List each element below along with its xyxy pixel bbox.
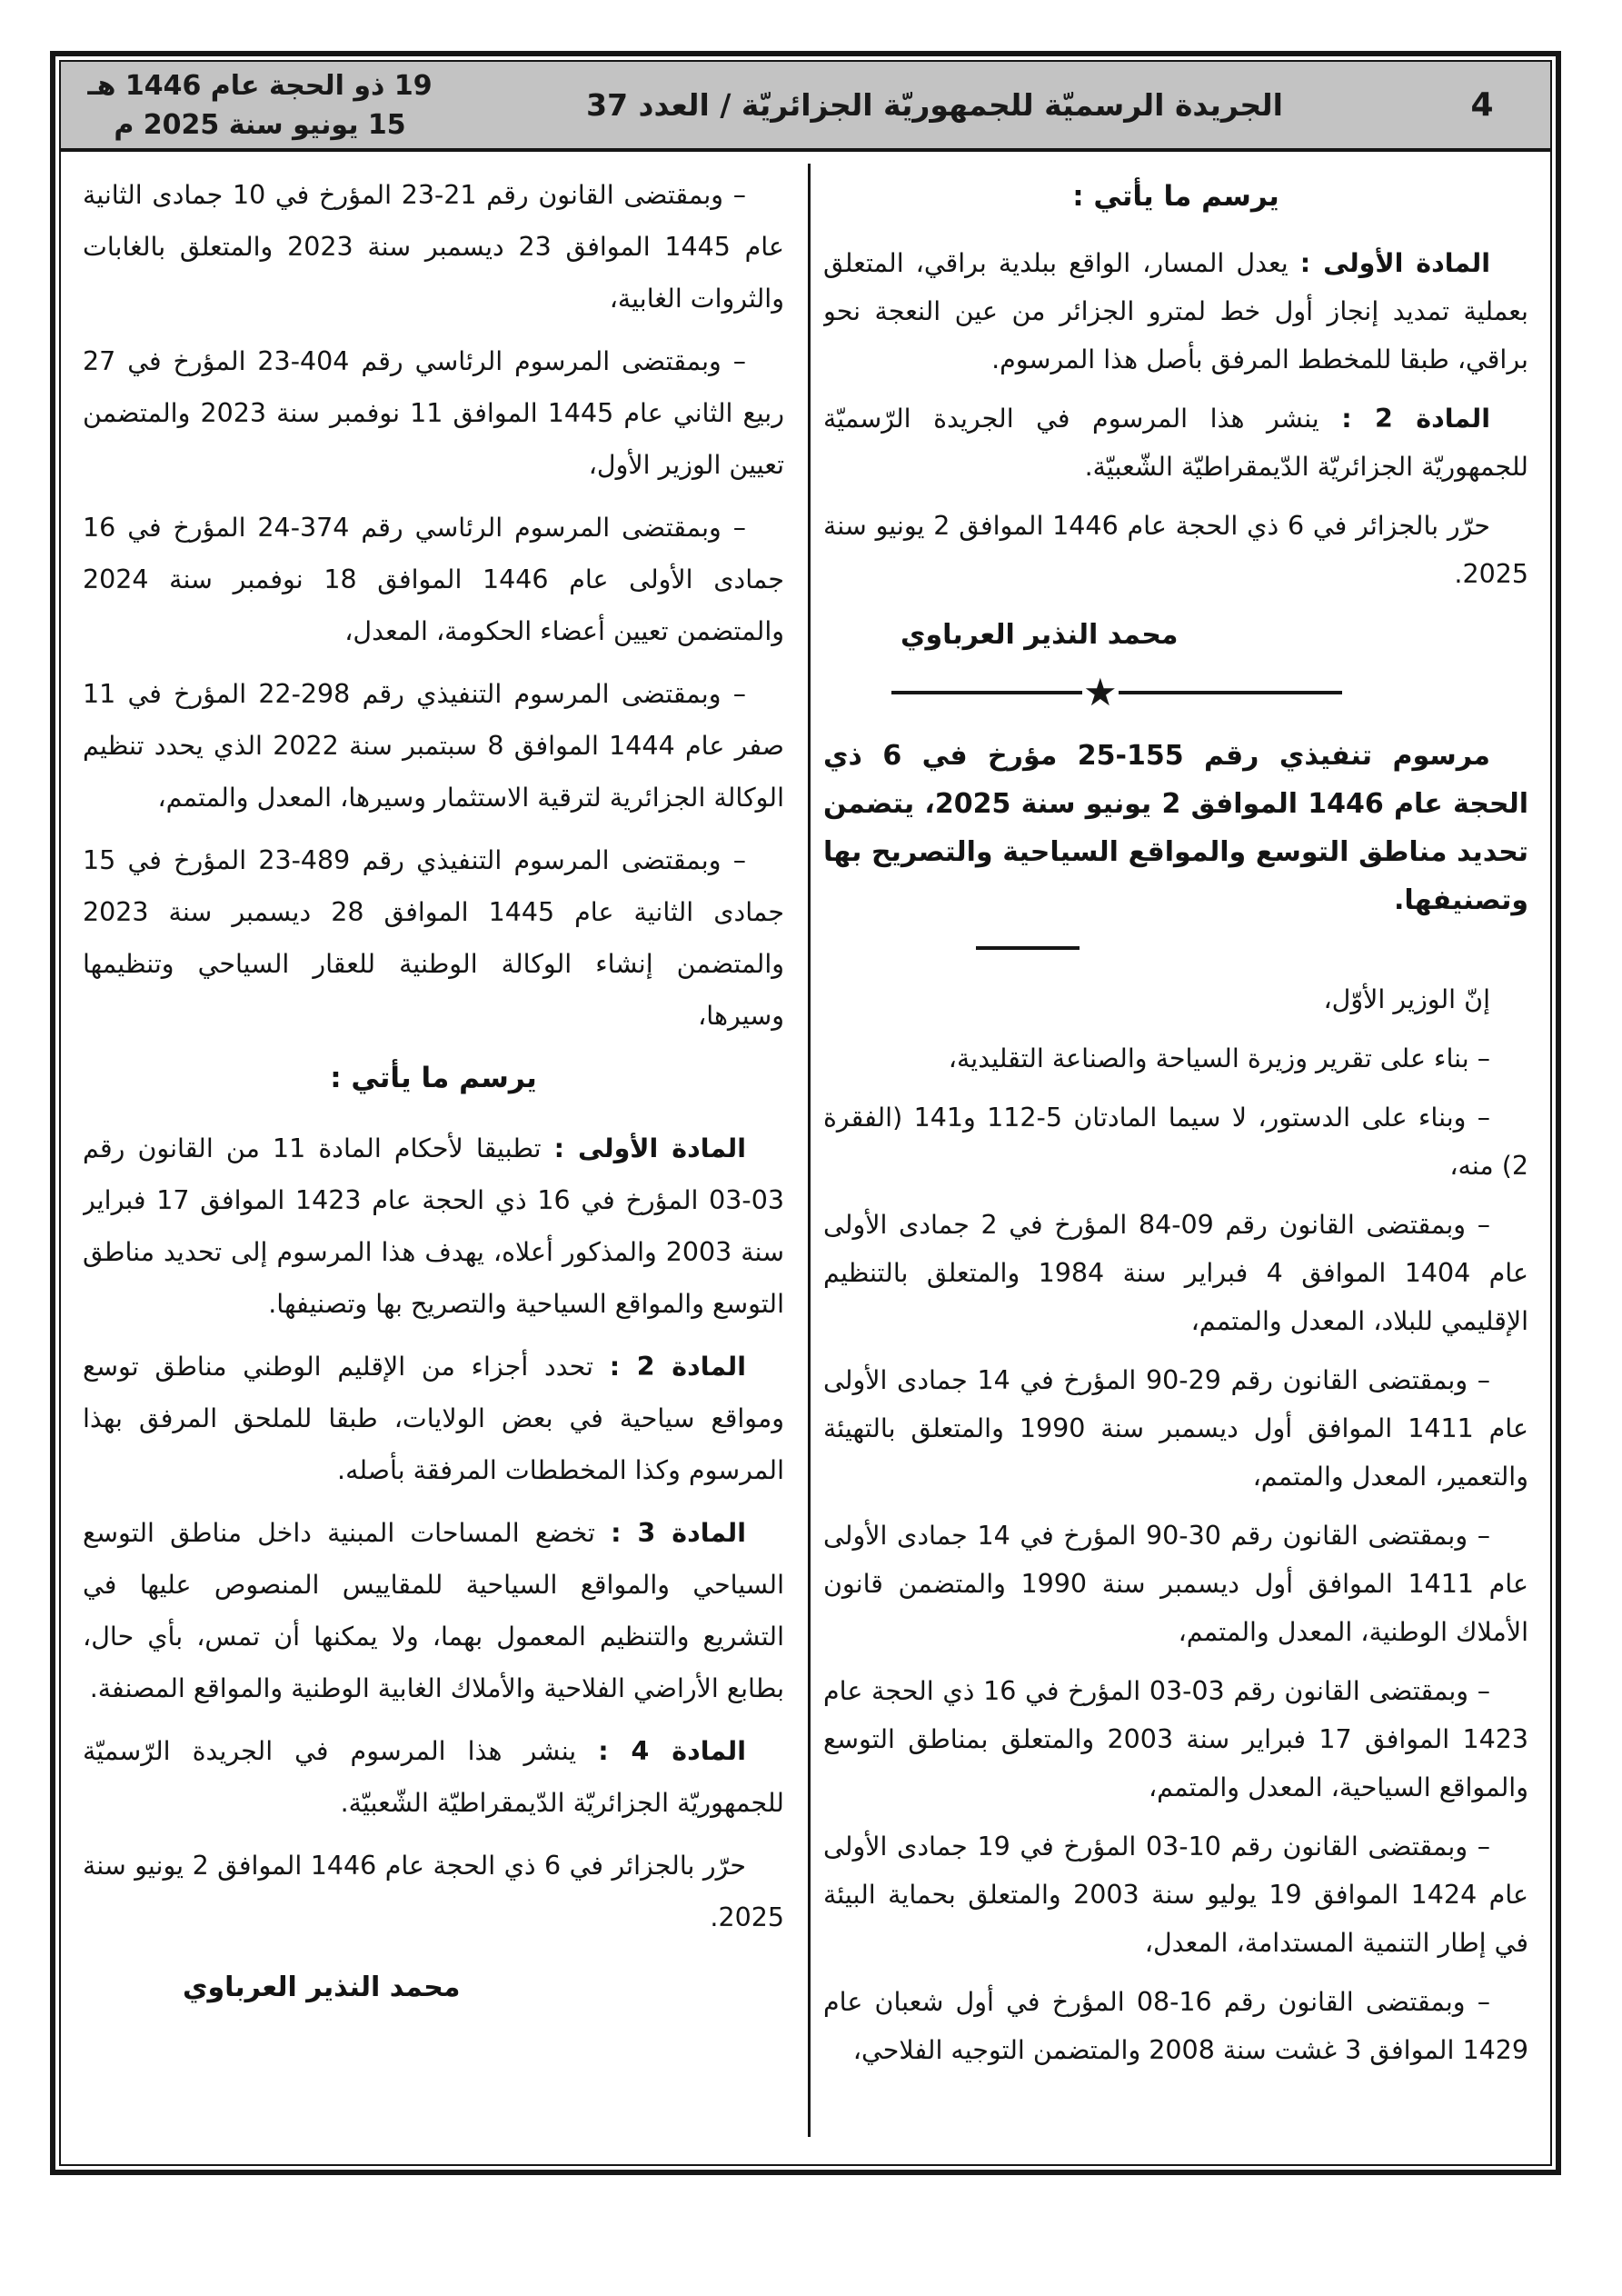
- article-label: المادة 3 :: [611, 1518, 747, 1548]
- article-paragraph: [83, 1507, 784, 1714]
- visa-item: – وبمقتضى المرسوم الرئاسي رقم 374-24 المؤرخ في 16 جمادى الأولى عام 1446 الموافق 18 نوفمبر سنة 2024 والمتضمن تعيين أعضاء الحكومة، المعدل،: [83, 513, 784, 646]
- visa-item: – وبمقتضى القانون رقم 29-90 المؤرخ في 14 جمادى الأولى عام 1411 الموافق أول ديسمبر سنة 1990 والمتعلق بالتهيئة والتعمير، المعدل والمتمم،: [823, 1365, 1528, 1492]
- star-icon: ★: [1083, 670, 1118, 714]
- visa-item: – وبمقتضى المرسوم الرئاسي رقم 404-23 المؤرخ في 27 ربيع الثاني عام 1445 الموافق 11 نوفمبر سنة 2023 والمتضمن تعيين الوزير الأول،: [83, 346, 784, 480]
- star-separator: [891, 670, 1346, 714]
- article-text: ينشر هذا المرسوم في الجريدة الرّسميّة للجمهوريّة الجزائريّة الدّيمقراطيّة الشّعبيّة.: [823, 404, 1528, 482]
- article-text: تخضع المساحات المبنية داخل مناطق التوسع السياحي والمواقع السياحية للمقاييس المنصوص عليها في التشريع والتنظيم المعمول بهما، ولا يمكنها أن تمس، بأي حال، بطابع الأراضي الفلاحية والأملاك الغابية الوطنية والمواقع المصنفة.: [83, 1518, 784, 1703]
- enactment-heading: يرسم ما يأتي :: [1072, 180, 1279, 213]
- done-at-line: حرّر بالجزائر في 6 ذي الحجة عام 1446 الموافق 2 يونيو سنة 2025.: [83, 1851, 784, 1932]
- inner-frame: [59, 60, 1552, 2166]
- visa-item: – وبمقتضى المرسوم التنفيذي رقم 489-23 المؤرخ في 15 جمادى الثانية عام 1445 الموافق 28 ديسمبر سنة 2023 والمتضمن إنشاء الوكالة الوطنية للعقار السياحي وتنظيمها وسيرها،: [83, 845, 784, 1031]
- signature-name: محمد النذير العرباوي: [183, 1972, 461, 2003]
- section-separator: [976, 946, 1080, 950]
- article-label: المادة 2 :: [609, 1352, 746, 1382]
- visa-item: – وبمقتضى القانون رقم 16-08 المؤرخ في أول شعبان عام 1429 الموافق 3 غشت سنة 2008 والمتضمن التوجيه الفلاحي،: [823, 1987, 1528, 2065]
- visa-item: – وبمقتضى القانون رقم 21-23 المؤرخ في 10 جمادى الثانية عام 1445 الموافق 23 ديسمبر سنة 2023 والمتعلق بالغابات والثروات الغابية،: [83, 180, 784, 314]
- right-column: [823, 169, 1528, 2160]
- visa-item: – وبمقتضى القانون رقم 09-84 المؤرخ في 2 جمادى الأولى عام 1404 الموافق 4 فبراير سنة 1984 والمتعلق بالتنظيم الإقليمي للبلاد، المعدل والمتمم،: [823, 1210, 1528, 1336]
- article-paragraph: [823, 394, 1528, 491]
- page-number: 4: [1470, 86, 1494, 124]
- article-label: المادة الأولى :: [1299, 248, 1490, 278]
- decree-title: مرسوم تنفيذي رقم 155-25 مؤرخ في 6 ذي الحجة عام 1446 الموافق 2 يونيو سنة 2025، يتضمن تحديد مناطق التوسع والمواقع السياحية والتصريح بها وتصنيفها.: [823, 740, 1528, 916]
- visa-item: – وبمقتضى القانون رقم 03-03 المؤرخ في 16 ذي الحجة عام 1423 الموافق 17 فبراير سنة 2003 والمتعلق بمناطق التوسع والمواقع السياحية، المعدل والمتمم،: [823, 1676, 1528, 1802]
- column-divider: [808, 164, 811, 2137]
- journal-title: الجريدة الرسميّة للجمهوريّة الجزائريّة / العدد 37: [586, 87, 1283, 123]
- article-paragraph: [823, 239, 1528, 384]
- signature-name: محمد النذير العرباوي: [901, 619, 1179, 651]
- header-band: [61, 62, 1550, 152]
- header-dates: [61, 66, 455, 145]
- separator-line: [1119, 691, 1342, 694]
- visa-item: – وبمقتضى المرسوم التنفيذي رقم 298-22 المؤرخ في 11 صفر عام 1444 الموافق 8 سبتمبر سنة 2022 الذي يحدد تنظيم الوكالة الجزائرية لترقية الاستثمار وسيرها، المعدل والمتمم،: [83, 679, 784, 813]
- done-at-line: حرّر بالجزائر في 6 ذي الحجة عام 1446 الموافق 2 يونيو سنة 2025.: [823, 511, 1528, 589]
- page-frame: [50, 51, 1561, 2175]
- article-label: المادة 4 :: [598, 1736, 747, 1766]
- article-text: يعدل المسار، الواقع ببلدية براقي، المتعلق بعملية تمديد إنجاز أول خط لمترو الجزائر من عين النعجة نحو براقي، طبقا للمخطط المرفق بأصل هذا المرسوم.: [823, 248, 1528, 374]
- article-label: المادة الأولى :: [553, 1133, 747, 1163]
- separator-line: [891, 691, 1082, 694]
- article-paragraph: [83, 1341, 784, 1496]
- article-label: المادة 2 :: [1341, 404, 1491, 434]
- enactment-heading: يرسم ما يأتي :: [330, 1062, 537, 1094]
- article-text: تحدد أجزاء من الإقليم الوطني مناطق توسع ومواقع سياحية في بعض الولايات، طبقا للملحق المرفق بهذا المرسوم وكذا المخططات المرفقة بأصله.: [83, 1352, 784, 1485]
- visa-item: – وبمقتضى القانون رقم 30-90 المؤرخ في 14 جمادى الأولى عام 1411 الموافق أول ديسمبر سنة 1990 والمتضمن قانون الأملاك الوطنية، المعدل والمتمم،: [823, 1521, 1528, 1647]
- article-text: تطبيقا لأحكام المادة 11 من القانون رقم 03-03 المؤرخ في 16 ذي الحجة عام 1423 الموافق 17 فبراير سنة 2003 والمذكور أعلاه، يهدف هذا المرسوم إلى تحديد مناطق التوسع والمواقع السياحية والتصريح بها وتصنيفها.: [83, 1133, 784, 1319]
- minister-line: إنّ الوزير الأوّل،: [1323, 984, 1490, 1014]
- article-paragraph: [83, 1123, 784, 1330]
- visa-item: – وبمقتضى القانون رقم 10-03 المؤرخ في 19 جمادى الأولى عام 1424 الموافق 19 يوليو سنة 2003 والمتعلق بحماية البيئة في إطار التنمية المستدامة، المعدل،: [823, 1832, 1528, 1958]
- left-column: [83, 169, 784, 2160]
- visa-item: – بناء على تقرير وزيرة السياحة والصناعة التقليدية،: [948, 1043, 1490, 1073]
- article-paragraph: [83, 1725, 784, 1829]
- visa-item: – وبناء على الدستور، لا سيما المادتان 5-112 و141 (الفقرة 2) منه،: [823, 1103, 1528, 1181]
- gregorian-date: 15 يونيو سنة 2025 م: [114, 108, 406, 141]
- hijri-date: 19 ذو الحجة عام 1446 هـ: [87, 69, 433, 102]
- article-text: ينشر هذا المرسوم في الجريدة الرّسميّة للجمهوريّة الجزائريّة الدّيمقراطيّة الشّعبيّة.: [83, 1736, 784, 1818]
